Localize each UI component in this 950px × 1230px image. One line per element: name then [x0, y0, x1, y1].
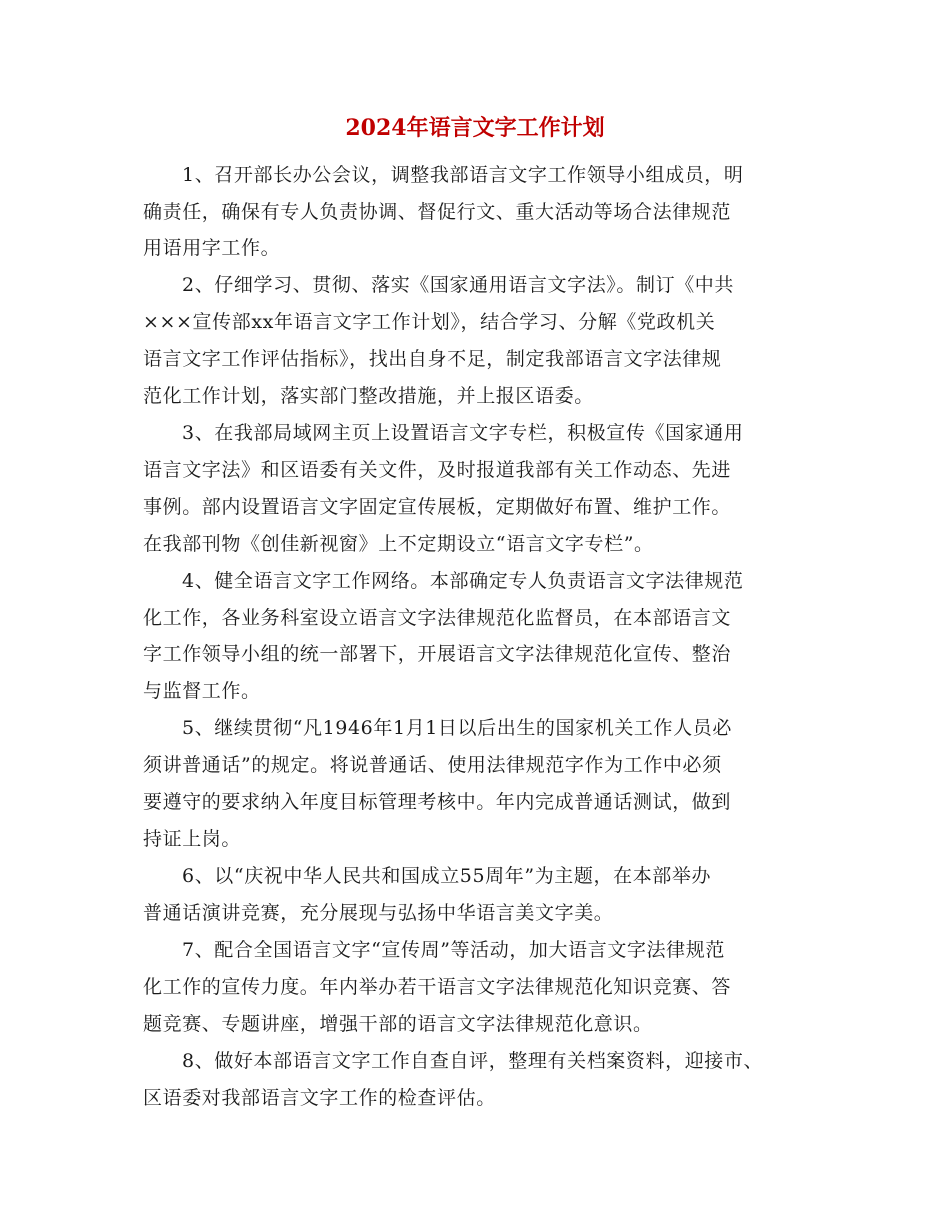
paragraph-8-line-2: 区语委对我部语言文字工作的检查评估。 — [143, 1087, 496, 1109]
paragraph-6-line-1: 6、以“庆祝中华人民共和国成立55周年”为主题，在本部举办 — [182, 865, 712, 887]
paragraph-5-line-3: 要遵守的要求纳入年度目标管理考核中。年内完成普通话测试，做到 — [143, 791, 732, 813]
paragraph-2-line-2: ×××宣传部xx年语言文字工作计划》，结合学习、分解《党政机关 — [143, 311, 716, 333]
paragraph-5-line-2: 须讲普通话”的规定。将说普通话、使用法律规范字作为工作中必须 — [143, 754, 722, 776]
paragraph-6-line-2: 普通话演讲竞赛，充分展现与弘扬中华语言美文字美。 — [143, 902, 614, 924]
paragraph-7-line-1: 7、配合全国语言文字“宣传周”等活动，加大语言文字法律规范 — [182, 939, 725, 961]
paragraph-3-line-3: 事例。部内设置语言文字固定宣传展板，定期做好布置、维护工作。 — [143, 496, 732, 518]
paragraph-3-line-1: 3、在我部局域网主页上设置语言文字专栏，积极宣传《国家通用 — [182, 422, 744, 444]
paragraph-1-line-1: 1、召开部长办公会议，调整我部语言文字工作领导小组成员，明 — [182, 164, 744, 186]
paragraph-8-line-1: 8、做好本部语言文字工作自查自评，整理有关档案资料，迎接市、 — [182, 1050, 764, 1072]
paragraph-5-line-4: 持证上岗。 — [143, 828, 242, 850]
paragraph-3-line-2: 语言文字法》和区语委有关文件，及时报道我部有关工作动态、先进 — [143, 459, 732, 481]
paragraph-4-line-1: 4、健全语言文字工作网络。本部确定专人负责语言文字法律规范 — [182, 570, 744, 592]
paragraph-2-line-4: 范化工作计划，落实部门整改措施，并上报区语委。 — [143, 385, 594, 407]
paragraph-1-line-2: 确责任，确保有专人负责协调、督促行文、重大活动等场合法律规范 — [143, 201, 732, 223]
paragraph-2-line-1: 2、仔细学习、贯彻、落实《国家通用语言文字法》。制订《中共 — [182, 274, 734, 296]
paragraph-5-line-1: 5、继续贯彻“凡1946年1月1日以后出生的国家机关工作人员必 — [182, 717, 732, 739]
paragraph-1-line-3: 用语用字工作。 — [143, 237, 281, 259]
paragraph-4-line-2: 化工作，各业务科室设立语言文字法律规范化监督员，在本部语言文 — [143, 607, 732, 629]
paragraph-7-line-2: 化工作的宣传力度。年内举办若干语言文字法律规范化知识竞赛、答 — [143, 976, 732, 998]
paragraph-4-line-4: 与监督工作。 — [143, 680, 261, 702]
paragraph-4-line-3: 字工作领导小组的统一部署下，开展语言文字法律规范化宣传、整治 — [143, 643, 732, 665]
document-title: 2024年语言文字工作计划 — [345, 115, 605, 141]
paragraph-2-line-3: 语言文字工作评估指标》，找出自身不足，制定我部语言文字法律规 — [143, 348, 722, 370]
paragraph-3-line-4: 在我部刊物《创佳新视窗》上不定期设立“语言文字专栏”。 — [143, 533, 654, 555]
paragraph-7-line-3: 题竞赛、专题讲座，增强干部的语言文字法律规范化意识。 — [143, 1013, 653, 1035]
